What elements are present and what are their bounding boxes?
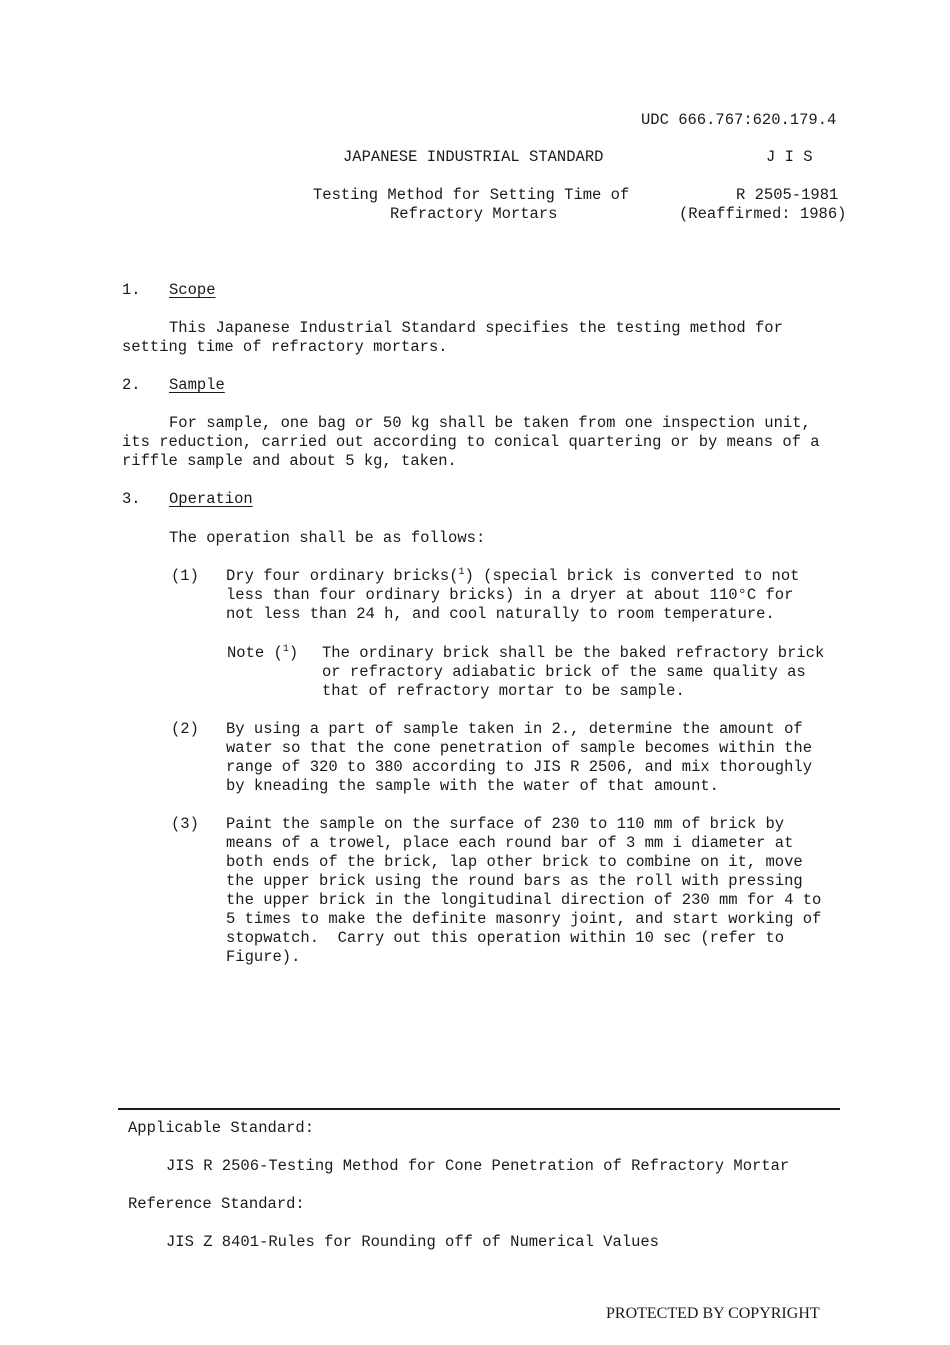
item-1-text <box>226 567 846 624</box>
item-3-line-6: 5 times to make the definite masonry joint, and start working of <box>226 910 822 928</box>
title-line-1: Testing Method for Setting Time of <box>313 186 630 204</box>
copyright-notice: PROTECTED BY COPYRIGHT <box>606 1305 820 1322</box>
footer-divider <box>118 1108 840 1110</box>
section-heading-operation: Operation <box>169 490 253 508</box>
title-line-2: Refractory Mortars <box>390 205 558 223</box>
item-3-text <box>226 815 846 967</box>
operation-intro: The operation shall be as follows: <box>169 529 486 547</box>
item-3-line-2: means of a trowel, place each round bar of 3 mm i diameter at <box>226 834 794 852</box>
sample-line-1: For sample, one bag or 50 kg shall be taken from one inspection unit, <box>169 414 811 432</box>
item-1-line-3: not less than 24 h, and cool naturally to room temperature. <box>226 605 775 623</box>
standard-number: R 2505-1981 <box>736 186 839 204</box>
item-2-line-3: range of 320 to 380 according to JIS R 2506, and mix thoroughly <box>226 758 812 776</box>
section-number-operation: 3. <box>122 490 141 508</box>
item-1-label: (1) <box>171 567 199 585</box>
section-heading-scope: Scope <box>169 281 216 299</box>
section-number-sample: 2. <box>122 376 141 394</box>
applicable-standard-item: JIS R 2506-Testing Method for Cone Penetration of Refractory Mortar <box>166 1157 790 1175</box>
item-1-line-1: Dry four ordinary bricks($^1$) (special brick is converted to not <box>226 567 800 585</box>
note-line-1: The ordinary brick shall be the baked refractory brick <box>322 644 825 662</box>
note-line-3: that of refractory mortar to be sample. <box>322 682 685 700</box>
applicable-standard-label: Applicable Standard: <box>128 1119 315 1137</box>
standard-name: JAPANESE INDUSTRIAL STANDARD <box>343 148 604 166</box>
item-2-line-4: by kneading the sample with the water of that amount. <box>226 777 719 795</box>
item-2-text <box>226 720 846 796</box>
sample-line-2: its reduction, carried out according to conical quartering or by means of a <box>122 433 820 451</box>
item-3-line-8: Figure). <box>226 948 301 966</box>
note-label: Note ($^1$) <box>227 644 299 662</box>
reaffirmed-year: (Reaffirmed: 1986) <box>679 205 847 223</box>
item-3-line-4: the upper brick using the round bars as the roll with pressing <box>226 872 803 890</box>
section-heading-sample: Sample <box>169 376 225 394</box>
scope-line-2: setting time of refractory mortars. <box>122 338 448 356</box>
item-2-label: (2) <box>171 720 199 738</box>
item-3-label: (3) <box>171 815 199 833</box>
section-number-scope: 1. <box>122 281 141 299</box>
item-3-line-1: Paint the sample on the surface of 230 to 110 mm of brick by <box>226 815 785 833</box>
udc-code: UDC 666.767:620.179.4 <box>641 111 837 129</box>
jis-mark: J I S <box>766 148 813 166</box>
reference-standard-label: Reference Standard: <box>128 1195 305 1213</box>
item-1-line-2: less than four ordinary bricks) in a dryer at about 110°C for <box>226 586 794 604</box>
item-3-line-3: both ends of the brick, lap other brick to combine on it, move <box>226 853 803 871</box>
sample-line-3: riffle sample and about 5 kg, taken. <box>122 452 457 470</box>
reference-standard-item: JIS Z 8401-Rules for Rounding off of Numerical Values <box>166 1233 659 1251</box>
item-3-line-7: stopwatch. Carry out this operation within 10 sec (refer to <box>226 929 785 947</box>
scope-line-1: This Japanese Industrial Standard specifies the testing method for <box>169 319 783 337</box>
item-2-line-1: By using a part of sample taken in 2., determine the amount of <box>226 720 803 738</box>
item-2-line-2: water so that the cone penetration of sample becomes within the <box>226 739 812 757</box>
item-3-line-5: the upper brick in the longitudinal direction of 230 mm for 4 to <box>226 891 822 909</box>
note-text <box>322 644 846 701</box>
note-line-2: or refractory adiabatic brick of the same quality as <box>322 663 806 681</box>
